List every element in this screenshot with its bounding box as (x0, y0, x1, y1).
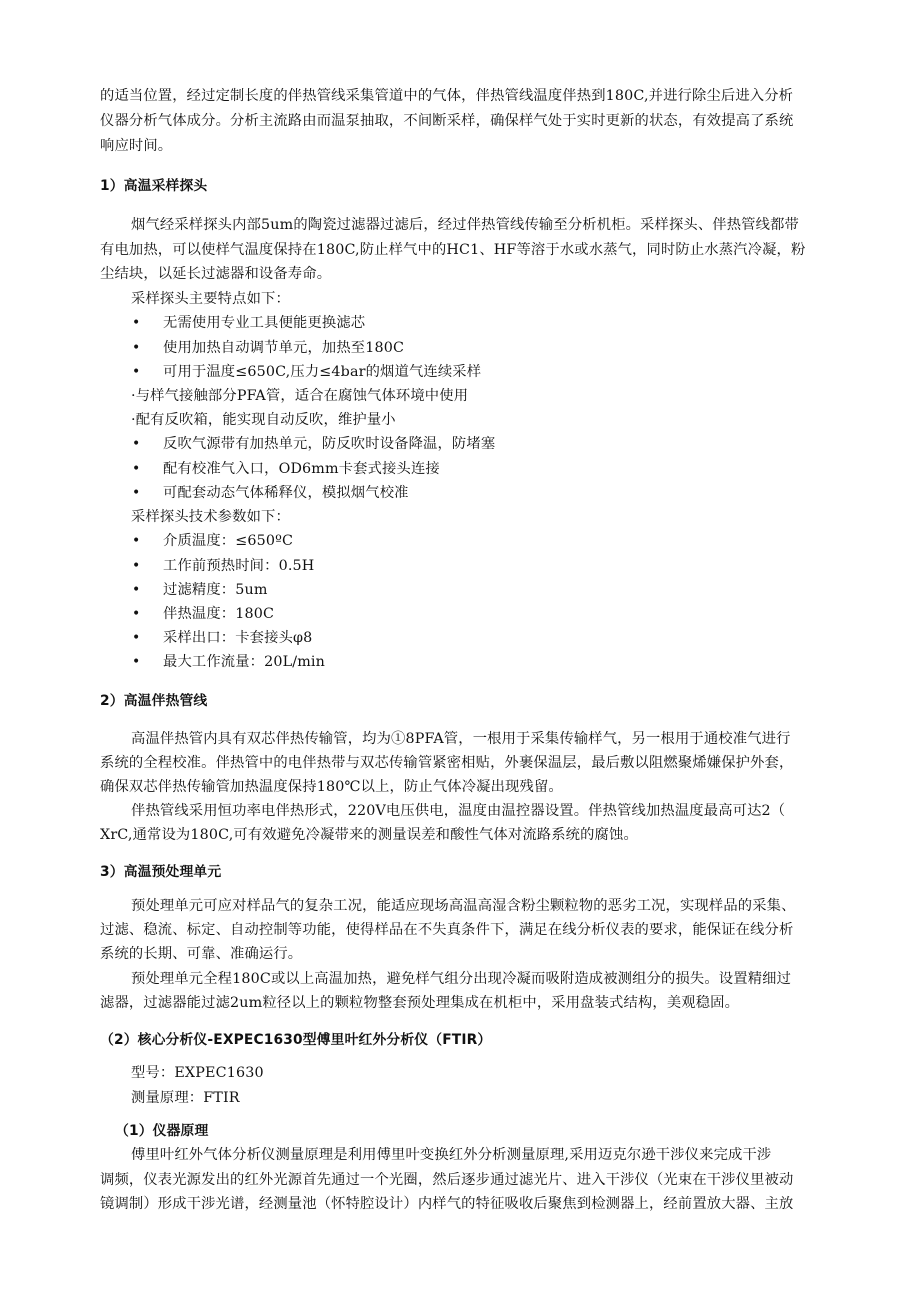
sub-heading: （1）仪器原理 (115, 1123, 209, 1139)
section-3-para-line: 滤器，过滤器能过滤2um粒径以上的颗粒物整套预处理集成在机柜中，采用盘装式结构，美观稳固。 (100, 995, 740, 1011)
param-item: 过滤精度：5um (163, 582, 268, 598)
param-item: 伴热温度：180C (163, 606, 275, 622)
param-item: 介质温度：≤650ºC (163, 533, 294, 549)
bullet-icon: • (132, 533, 141, 549)
bullet-icon: • (132, 606, 141, 622)
principle-line: 测量原理：FTIR (131, 1090, 240, 1106)
model-line: 型号：EXPEC1630 (131, 1065, 264, 1081)
feature-item: 配有校准气入口，OD6mm卡套式接头连接 (163, 461, 440, 477)
section-4-heading: （2）核心分析仪-EXPEC1630型傅里叶红外分析仪（FTIR） (100, 1032, 492, 1048)
param-item: 工作前预热时间：0.5H (163, 558, 315, 574)
feature-item: 可配套动态气体稀释仪，模拟烟气校准 (163, 485, 409, 501)
section-1-para-line-3: 尘结块，以延长过滤器和设备寿命。 (100, 266, 332, 282)
section-4-para-line: 镜调制）形成干涉光谱，经测量池（怀特腔设计）内样气的特征吸收后聚焦到检测器上，经前置放大器、主放 (100, 1196, 794, 1212)
bullet-icon: • (132, 364, 141, 380)
section-3-para-line: 过滤、稳流、标定、自动控制等功能，使得样品在不失真条件下，满足在线分析仪表的要求，能保证在线分析 (100, 922, 794, 938)
section-2-para-line: XrC,通常设为180C,可有效避免冷凝带来的测量误差和酸性气体对流路系统的腐蚀。 (100, 827, 638, 843)
section-1-heading: 1）高温采样探头 (100, 178, 208, 194)
bullet-icon: • (132, 558, 141, 574)
bullet-icon: • (132, 654, 141, 670)
section-4-para-line: 调频，仪表光源发出的红外光源首先通过一个光圈，然后逐步通过滤光片、进入干涉仪（光束在干涉仪里被动 (100, 1172, 794, 1188)
section-3-para-line: 预处理单元可应对样品气的复杂工况，能适应现场高温高湿含粉尘颗粒物的恶劣工况，实现样品的采集、 (131, 898, 796, 914)
dot-item: ·配有反吹箱，能实现自动反吹，维护量小 (131, 412, 396, 428)
section-2-para-line: 高温伴热管内具有双芯伴热传输管，均为①8PFA管，一根用于采集传输样气，另一根用于通校准气进行 (131, 731, 791, 747)
section-1-para-line-1: 烟气经采样探头内部5um的陶瓷过滤器过滤后，经过伴热管线传输至分析机柜。采样探头、伴热管线都带 (131, 217, 799, 233)
section-3-heading: 3）高温预处理单元 (100, 864, 222, 880)
section-4-para-line: 傅里叶红外气体分析仪测量原理是利用傅里叶变换红外分析测量原理,采用迈克尔逊干涉仪来完成干涉 (131, 1147, 772, 1163)
feature-item: 可用于温度≤650C,压力≤4bar的烟道气连续采样 (163, 364, 482, 380)
bullet-icon: • (132, 485, 141, 501)
bullet-icon: • (132, 315, 141, 331)
feature-item: 反吹气源带有加热单元，防反吹时设备降温，防堵塞 (163, 436, 496, 452)
section-1-para-line-2: 有电加热，可以使样气温度保持在180C,防止样气中的HC1、HF等溶于水或水蒸气，同时防止水蒸汽冷凝，粉 (100, 242, 806, 258)
bullet-icon: • (132, 340, 141, 356)
section-3-para-line: 预处理单元全程180C或以上高温加热，避免样气组分出现冷凝而吸附造成被测组分的损失。设置精细过 (131, 971, 792, 987)
bullet-icon: • (132, 461, 141, 477)
features-title: 采样探头主要特点如下： (131, 291, 290, 307)
intro-line-2: 仪器分析气体成分。分析主流路由而温泵抽取，不间断采样，确保样气处于实时更新的状态，有效提高了系统 (100, 113, 794, 129)
section-2-para-line: 伴热管线采用恒功率电伴热形式，220V电压供电，温度由温控器设置。伴热管线加热温度最高可达2（ (131, 803, 786, 819)
section-2-para-line: 确保双芯伴热传输管加热温度保持180℃以上，防止气体冷凝出现残留。 (100, 779, 563, 795)
bullet-icon: • (132, 436, 141, 452)
intro-line-1: 的适当位置，经过定制长度的伴热管线采集管道中的气体，伴热管线温度伴热到180C,并进行除尘后进入分析 (100, 88, 794, 104)
bullet-icon: • (132, 582, 141, 598)
dot-item: ·与样气接触部分PFA管，适合在腐蚀气体环境中使用 (131, 388, 469, 404)
feature-item: 使用加热自动调节单元，加热至180C (163, 340, 405, 356)
bullet-icon: • (132, 630, 141, 646)
param-item: 最大工作流量：20L∕min (163, 654, 326, 670)
params-title: 采样探头技术参数如下： (131, 509, 290, 525)
feature-item: 无需使用专业工具便能更换滤芯 (163, 315, 366, 331)
section-3-para-line: 系统的长期、可靠、准确运行。 (100, 946, 303, 962)
section-2-para-line: 系统的全程校准。伴热管中的电伴热带与双芯传输管紧密相贴，外裹保温层，最后敷以阻燃聚烯嫌保护外套， (100, 755, 794, 771)
param-item: 采样出口：卡套接头φ8 (163, 630, 313, 646)
intro-line-3: 响应时间。 (100, 138, 173, 154)
section-2-heading: 2）高温伴热管线 (100, 693, 208, 709)
